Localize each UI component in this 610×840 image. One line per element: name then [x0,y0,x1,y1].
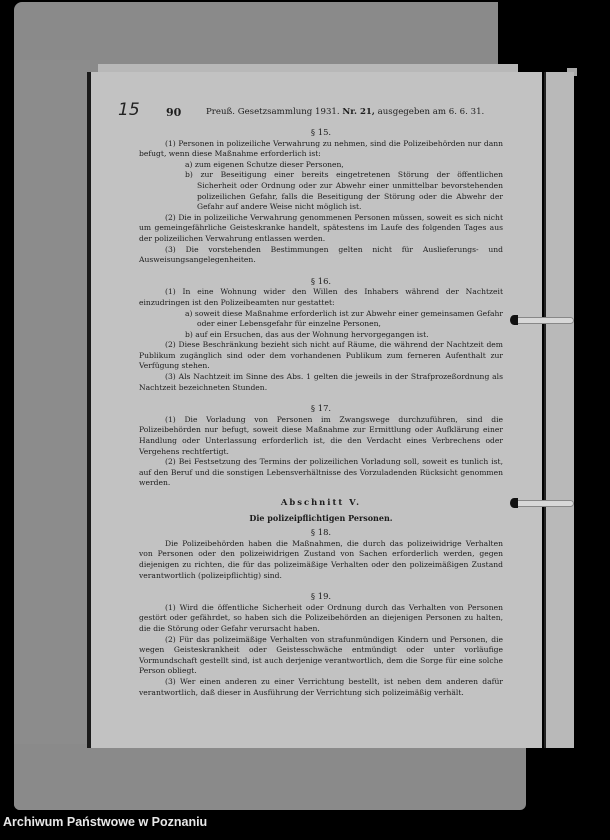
paragraph-section [139,393,503,489]
binding-stitch-icon [512,317,574,324]
list-item: b) zur Beseitigung einer bereits eingetretenen Störung der öffentlichen Sicherheit oder Ordnung oder zur Abwehr einer unmittelbar bevorstehenden polizeilichen Gefahr, falls die Beseitigung der Störung oder die Abwehr der Gefahr auf andere Weise nicht möglich ist. [185,170,503,212]
paragraph: (1) In eine Wohnung wider den Willen des Inhabers während der Nachtzeit einzudringen ist den Polizeibeamten nur gestattet: [139,287,503,307]
section-title: § 17. [310,403,332,414]
paragraph: (3) Wer einen anderen zu einer Verrichtung bestellt, ist neben dem anderen dafür verantwortlich, daß dieser in Ausführung der Verrichtung sich polizeimäßig verhält. [139,676,503,697]
paragraph-section [139,527,503,581]
section-gap [139,581,503,590]
archive-credit: Archiwum Państwowe w Poznaniu [3,815,208,829]
binding-stitch-icon [512,500,574,507]
backing-board-bottom [14,744,526,810]
adjacent-page-edge [544,72,574,748]
paragraph: (3) Die vorstehenden Bestimmungen gelten nicht für Auslieferungs- und Ausweisungsangelegenheiten. [139,244,503,265]
header-publication: Preuß. Gesetzsammlung 1931. [206,107,340,117]
header-issue: Nr. 21, [342,107,375,117]
paragraph: (2) Diese Beschränkung bezieht sich nicht auf Räume, die während der Nachtzeit dem Publikum zugänglich sind oder dem vorhandenen Publikum zum ferneren Aufenthalt zur Verfügung stehen. [139,340,503,371]
list-item: a) zum eigenen Schutze dieser Personen, [185,159,344,169]
paragraph: (1) Personen in polizeiliche Verwahrung zu nehmen, sind die Polizeibehörden nur dann befugt, wenn diese Maßnahme erforderlich ist: [139,138,503,159]
printed-page-number: 90 [166,106,182,119]
document-body [139,126,503,698]
paragraph: (2) Die in polizeiliche Verwahrung genommenen Personen müssen, soweit es sich nicht um gemeingefährliche Geisteskranke handelt, spätestens im Laufe des folgenden Tages aus der polizeilichen Verwahrung entlassen werden. [139,212,503,243]
backing-board-left [14,60,90,810]
paragraph-section [139,581,503,698]
paragraph: (1) Wird die öffentliche Sicherheit oder Ordnung durch das Verhalten von Personen gestört oder gefährdet, so haben sich die Polizeibehörden an diejenigen Personen zu halten, die die Störung oder Gefahr verursacht haben. [139,602,503,633]
paragraph: Die Polizeibehörden haben die Maßnahmen, die durch das polizeiwidrige Verhalten von Personen oder den polizeiwidrigen Zustand von Sachen erforderlich werden, gegen diejenigen zu richten, die für das polizeimäßige Verhalten oder den polizeimäßigen Zustand verantwortlich (polizeipflichtig) sind. [139,538,503,580]
section-title: § 19. [310,591,332,602]
section-title: § 16. [310,275,332,286]
paragraph: (2) Für das polizeimäßige Verhalten von strafunmündigen Kindern und Personen, die wegen Geisteskrankheit oder Geistesschwäche entmündigt oder unter vorläufige Vormundschaft gestellt sind, ist auch derjenige verantwortlich, dem die Sorge für eine solche Person obliegt. [139,634,503,676]
paragraph-section [139,266,503,394]
section-gap [139,266,503,275]
header-issued: ausgegeben am 6. 6. 31. [377,107,485,117]
section-gap [139,393,503,402]
paragraph: (1) Die Vorladung von Personen im Zwangswege durchzuführen, sind die Polizeibehörden nur befugt, soweit diese Maßnahme zur Ermittlung oder Aufklärung einer Handlung oder Unterlassung erforderlich ist, die den Verdacht eines Verbrechens oder Vergehens rechtfertigt. [139,414,503,456]
paragraph: (3) Als Nachtzeit im Sinne des Abs. 1 gelten die jeweils in der Strafprozeßordnung als Nachtzeit bezeichneten Stunden. [139,372,503,392]
chapter-subheading: Die polizeipflichtigen Personen. [249,512,393,523]
section-title: § 15. [310,127,332,137]
paragraph: (2) Bei Festsetzung des Termins der polizeilichen Vorladung soll, soweit es tunlich ist, auf den Beruf und die sonstigen Lebensverhältnisse des Vorzuladenden Rücksicht genommen werden. [139,457,503,488]
sections-container [139,127,503,489]
running-header [206,107,484,117]
binding-knot-icon [510,498,518,508]
section-title: § 18. [310,527,332,538]
chapter-heading: Abschnitt V. [280,497,362,507]
list-item: a) soweit diese Maßnahme erforderlich ist zur Abwehr einer gemeinsamen Gefahr oder einer Lebensgefahr für einzelne Personen, [185,308,503,329]
chapter-sections-container [139,527,503,698]
list-item: b) auf ein Ersuchen, das aus der Wohnung hervorgegangen ist. [185,329,429,339]
paragraph-section [139,127,503,266]
handwritten-folio-number: 15 [118,100,140,120]
binding-knot-icon [510,315,518,325]
